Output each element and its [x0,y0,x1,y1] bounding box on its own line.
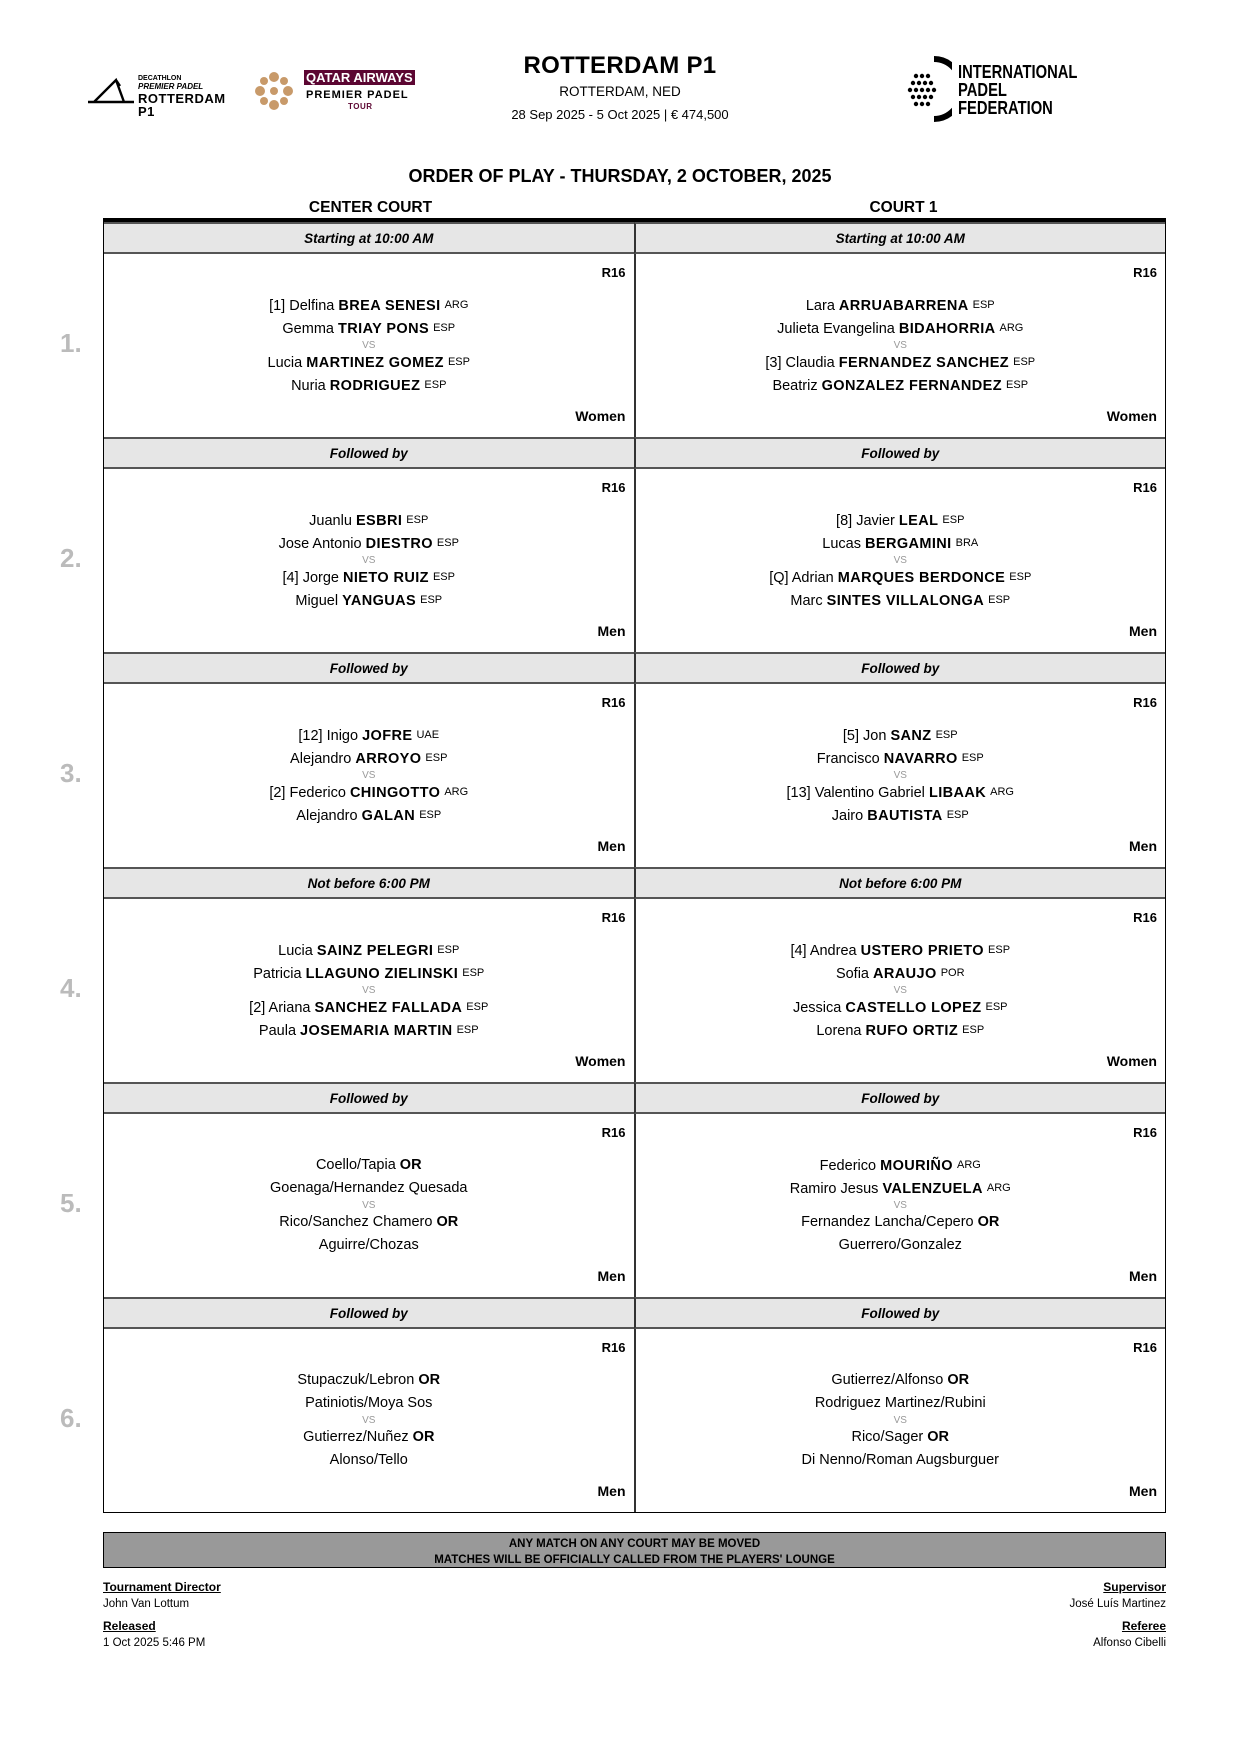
vs-label: VS [893,770,907,781]
referee-name: Alfonso Cibelli [1093,1637,1166,1649]
match-header-row [104,1297,1165,1329]
team-names: Guerrero/Gonzalez [838,1237,962,1253]
notice-banner [103,1532,1166,1568]
ipf-line3: FEDERATION [958,98,1053,118]
player-line [104,1449,634,1472]
last-name: MARQUES BERDONCE [837,570,1006,586]
player-line [104,294,634,317]
last-name: TRIAY PONS [338,321,430,337]
last-name: ARRUABARRENA [838,298,969,314]
last-name: ARROYO [355,751,422,767]
first-name: Jessica [792,1000,842,1016]
player-line [104,532,634,555]
team-names: Gutierrez/Alfonso [831,1372,944,1388]
last-name: USTERO PRIETO [860,943,984,959]
first-name: Ariana [268,1000,311,1016]
teams [636,724,1166,827]
seed: [4] [282,570,299,586]
nationality: ESP [432,571,455,583]
nationality: ARG [957,1159,981,1171]
nationality: ARG [990,786,1014,798]
nationality: ESP [466,1001,489,1013]
player-line [636,1369,1166,1392]
seed: [1] [269,298,286,314]
start-time-header: Followed by [634,1082,1166,1114]
first-name: Gemma [282,321,334,337]
team-names: Stupaczuk/Lebron [297,1372,415,1388]
last-name: ESBRI [355,513,403,529]
player-line [104,1392,634,1415]
last-name: SINTES VILLALONGA [826,593,985,609]
teams [104,294,634,397]
logo-line2: PREMIER PADEL [138,82,204,91]
last-name: MARTINEZ GOMEZ [306,355,444,371]
player-line [636,509,1166,532]
tournament-location: ROTTERDAM, NED [559,84,681,99]
last-name: LEAL [898,513,939,529]
logo-line3: ROTTERDAM P1 [138,91,226,119]
player-line [104,1211,634,1234]
first-name: Jose Antonio [278,536,362,552]
category-label: Men [1129,1483,1157,1499]
last-name: CHINGOTTO [349,785,441,801]
first-name: Alejandro [290,751,352,767]
match-number: 3. [60,758,82,788]
round-label: R16 [1133,910,1157,925]
first-name: Ramiro Jesus [789,1181,879,1197]
seed: [12] [298,728,323,744]
player-line [636,374,1166,397]
first-name: Federico [819,1158,877,1174]
category-label: Women [575,408,626,424]
last-name: YANGUAS [342,593,417,609]
match-header-row [104,1082,1165,1114]
or-label: OR [977,1214,1000,1230]
first-name: Patricia [253,966,302,982]
vs-label: VS [362,340,376,351]
round-label: R16 [1133,1340,1157,1355]
player-line [104,589,634,612]
match-number: 4. [60,973,82,1003]
match-cell [634,899,1166,1082]
player-line [104,374,634,397]
first-name: Nuria [291,378,326,394]
player-line [636,781,1166,804]
last-name: RUFO ORTIZ [865,1023,959,1039]
nationality: ESP [447,356,470,368]
teams [636,1154,1166,1257]
player-line [104,566,634,589]
referee-label: Referee [1121,1619,1166,1633]
nationality: ESP [419,809,442,821]
first-name: Francisco [816,751,880,767]
player-line [104,1177,634,1200]
schedule-grid [103,222,1166,1513]
last-name: DIESTRO [365,536,433,552]
player-line [104,1234,634,1257]
player-line [636,589,1166,612]
last-name: NIETO RUIZ [343,570,429,586]
nationality: ESP [946,809,969,821]
player-line [104,804,634,827]
team-names: Fernandez Lancha/Cepero [801,1214,974,1230]
start-time-header: Followed by [104,1297,634,1329]
first-name: Inigo [326,728,359,744]
qatar-line1: QATAR AIRWAYS [306,70,413,85]
vs-label: VS [893,985,907,996]
start-time-header: Followed by [104,652,634,684]
category-label: Women [1106,1053,1157,1069]
match-row [104,899,1165,1082]
match-header-row [104,652,1165,684]
match-number: 2. [60,543,82,573]
teams [104,509,634,612]
nationality: ESP [420,594,443,606]
nationality: ARG [444,299,469,311]
last-name: FERNANDEZ SANCHEZ [838,355,1010,371]
first-name: Jairo [831,808,864,824]
ipf-line1: INTERNATIONAL [958,62,1078,82]
last-name: SANCHEZ FALLADA [314,1000,463,1016]
player-line [636,939,1166,962]
round-label: R16 [601,1125,626,1140]
match-number: 5. [60,1188,82,1218]
team-names: Rico/Sanchez Chamero [279,1214,433,1230]
match-cell [104,899,634,1082]
seed: [4] [790,943,807,959]
supervisor-label: Supervisor [1103,1580,1166,1594]
round-label: R16 [601,480,626,495]
round-label: R16 [1133,695,1157,710]
nationality: ESP [436,537,459,549]
teams [104,1369,634,1472]
match-cell [634,1114,1166,1297]
match-cell [634,1329,1166,1512]
last-name: BREA SENESI [338,298,441,314]
team-names: Gutierrez/Nuñez [303,1429,409,1445]
player-line [636,1449,1166,1472]
or-label: OR [947,1372,970,1388]
nationality: ESP [988,944,1011,956]
or-label: OR [399,1157,422,1173]
player-line [104,1154,634,1177]
match-header-row [104,222,1165,254]
nationality: ESP [406,514,429,526]
nationality: ARG [986,1182,1011,1194]
notice-line1: ANY MATCH ON ANY COURT MAY BE MOVED [508,1538,761,1550]
start-time-header: Followed by [634,1297,1166,1329]
last-name: GONZALEZ FERNANDEZ [821,378,1002,394]
first-name: Marc [790,593,823,609]
nationality: POR [940,967,965,979]
vs-label: VS [362,1200,376,1211]
seed: [2] [269,785,286,801]
vs-label: VS [893,555,907,566]
first-name: Julieta Evangelina [777,321,895,337]
teams [636,939,1166,1042]
player-line [636,351,1166,374]
last-name: LLAGUNO ZIELINSKI [305,966,459,982]
nationality: ESP [424,379,447,391]
player-line [636,724,1166,747]
first-name: Alejandro [296,808,358,824]
first-name: Valentino Gabriel [814,785,925,801]
nationality: ARG [444,786,469,798]
nationality: ESP [456,1024,479,1036]
team-names: Aguirre/Chozas [318,1237,419,1253]
nationality: UAE [416,729,440,741]
director-label: Tournament Director [103,1580,221,1594]
match-row [104,469,1165,652]
player-line [636,317,1166,340]
player-line [104,939,634,962]
player-line [104,317,634,340]
last-name: GALAN [361,808,416,824]
player-line [636,1234,1166,1257]
match-number: 6. [60,1403,82,1433]
last-name: BIDAHORRIA [898,321,996,337]
player-line [636,747,1166,770]
first-name: Jon [863,728,887,744]
start-time-header: Followed by [634,437,1166,469]
first-name: Jorge [302,570,339,586]
round-label: R16 [601,910,626,925]
first-name: Sofia [835,966,869,982]
match-number: 1. [60,328,82,358]
start-time-header: Not before 6:00 PM [104,867,634,899]
last-name: NAVARRO [883,751,958,767]
last-name: JOSEMARIA MARTIN [300,1023,453,1039]
match-row [104,684,1165,867]
match-cell [634,684,1166,867]
team-names: Coello/Tapia [315,1157,396,1173]
nationality: ARG [999,322,1024,334]
first-name: Lara [805,298,835,314]
category-label: Men [1129,838,1157,854]
notice-line2: MATCHES WILL BE OFFICIALLY CALLED FROM THE PLAYERS' LOUNGE [434,1554,835,1566]
player-line [104,781,634,804]
player-line [104,996,634,1019]
order-of-play-title: ORDER OF PLAY - THURSDAY, 2 OCTOBER, 2025 [408,166,832,186]
last-name: SAINZ PELEGRI [316,943,434,959]
team-names: Patiniotis/Moya Sos [305,1395,433,1411]
vs-label: VS [362,770,376,781]
last-name: BAUTISTA [867,808,943,824]
player-line [636,804,1166,827]
player-line [104,509,634,532]
last-name: JOFRE [362,728,413,744]
teams [636,509,1166,612]
match-cell [104,469,634,652]
seed: [3] [765,355,782,371]
seed: [8] [836,513,853,529]
seed: [5] [842,728,860,744]
player-line [636,1392,1166,1415]
seed: [Q] [769,570,789,586]
vs-label: VS [362,1415,376,1426]
player-line [104,1369,634,1392]
round-label: R16 [601,695,626,710]
start-time-header: Not before 6:00 PM [634,867,1166,899]
nationality: ESP [962,1024,985,1036]
court-name-court1: COURT 1 [869,199,938,216]
ipf-line2: PADEL [958,80,1007,100]
round-label: R16 [601,265,626,280]
category-label: Women [575,1053,626,1069]
vs-label: VS [893,1200,907,1211]
category-label: Women [1106,408,1157,424]
nationality: ESP [1013,356,1036,368]
start-time-header: Followed by [104,1082,634,1114]
player-line [104,1019,634,1042]
logo-brand: DECATHLON [138,75,182,82]
first-name: Javier [856,513,895,529]
start-time-header: Followed by [634,652,1166,684]
player-line [104,724,634,747]
first-name: Andrea [809,943,857,959]
nationality: ESP [942,514,965,526]
start-time-header: Followed by [104,437,634,469]
teams [104,939,634,1042]
nationality: ESP [425,752,448,764]
last-name: RODRIGUEZ [329,378,421,394]
round-label: R16 [1133,480,1157,495]
first-name: Miguel [295,593,339,609]
or-label: OR [927,1429,949,1445]
match-header-row [104,437,1165,469]
first-name: Lorena [816,1023,862,1039]
vs-label: VS [893,340,907,351]
category-label: Men [1129,623,1157,639]
team-names: Rodriguez Martinez/Rubini [814,1395,986,1411]
last-name: VALENZUELA [882,1181,983,1197]
player-line [636,1019,1166,1042]
player-line [636,962,1166,985]
player-line [636,1426,1166,1449]
category-label: Men [1129,1268,1157,1284]
match-row [104,1329,1165,1512]
team-names: Alonso/Tello [329,1452,408,1468]
nationality: ESP [935,729,958,741]
supervisor-name: José Luís Martinez [1069,1598,1166,1610]
player-line [636,996,1166,1019]
first-name: Delfina [289,298,335,314]
vs-label: VS [362,555,376,566]
player-line [104,351,634,374]
player-line [636,1211,1166,1234]
nationality: ESP [462,967,485,979]
qatar-line2: PREMIER PADEL [306,89,409,101]
player-line [104,962,634,985]
court-name-center: CENTER COURT [308,199,433,216]
released-time: 1 Oct 2025 5:46 PM [103,1637,206,1649]
first-name: Lucas [822,536,861,552]
round-label: R16 [601,1340,626,1355]
last-name: BERGAMINI [865,536,952,552]
or-label: OR [412,1429,435,1445]
or-label: OR [418,1372,441,1388]
match-row [104,254,1165,437]
seed: [13] [786,785,811,801]
teams [104,724,634,827]
start-time-header: Starting at 10:00 AM [634,222,1166,254]
match-cell [104,1114,634,1297]
released-label: Released [103,1619,156,1633]
last-name: ARAUJO [873,966,937,982]
nationality: ESP [961,752,984,764]
player-line [104,1426,634,1449]
first-name: Adrian [791,570,834,586]
team-names: Goenaga/Hernandez Quesada [269,1180,468,1196]
category-label: Men [597,838,626,854]
first-name: Lucia [278,943,313,959]
team-names: Di Nenno/Roman Augsburguer [801,1452,999,1468]
category-label: Men [597,1268,626,1284]
first-name: Beatriz [772,378,818,394]
first-name: Lucia [267,355,303,371]
player-line [636,532,1166,555]
seed: [2] [249,1000,266,1016]
match-cell [104,684,634,867]
last-name: MOURIÑO [880,1158,953,1174]
match-row [104,1114,1165,1297]
round-label: R16 [1133,1125,1157,1140]
player-line [104,747,634,770]
start-time-header: Starting at 10:00 AM [104,222,634,254]
player-line [636,1177,1166,1200]
nationality: ESP [972,299,995,311]
player-line [636,1154,1166,1177]
director-name: John Van Lottum [103,1598,190,1610]
player-line [636,294,1166,317]
nationality: ESP [437,944,460,956]
tournament-title: ROTTERDAM P1 [523,52,717,79]
category-label: Men [597,1483,626,1499]
match-cell [104,254,634,437]
tournament-dates: 28 Sep 2025 - 5 Oct 2025 | € 474,500 [511,107,729,122]
last-name: CASTELLO LOPEZ [845,1000,982,1016]
nationality: ESP [1009,571,1032,583]
round-label: R16 [1133,265,1157,280]
match-header-row [104,867,1165,899]
first-name: Federico [289,785,346,801]
vs-label: VS [362,985,376,996]
teams [636,294,1166,397]
vs-label: VS [893,1415,907,1426]
first-name: Claudia [785,355,835,371]
nationality: ESP [433,322,456,334]
player-line [636,566,1166,589]
last-name: SANZ [890,728,932,744]
nationality: ESP [1006,379,1029,391]
team-names: Rico/Sager [851,1429,924,1445]
first-name: Juanlu [309,513,352,529]
teams [636,1369,1166,1472]
teams [104,1154,634,1257]
match-cell [634,254,1166,437]
nationality: ESP [988,594,1011,606]
last-name: LIBAAK [928,785,987,801]
qatar-line3: TOUR [348,102,373,111]
nationality: ESP [985,1001,1008,1013]
category-label: Men [597,623,626,639]
match-cell [104,1329,634,1512]
or-label: OR [436,1214,459,1230]
match-cell [634,469,1166,652]
first-name: Paula [258,1023,297,1039]
nationality: BRA [955,537,979,549]
